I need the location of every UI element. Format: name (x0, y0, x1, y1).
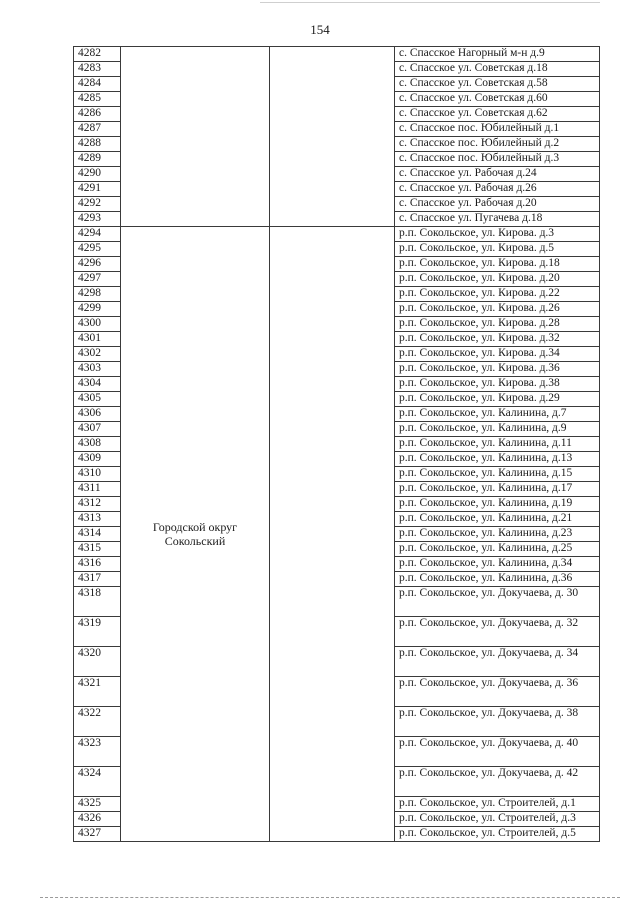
address-cell: р.п. Сокольское, ул. Кирова. д.28 (395, 317, 600, 332)
row-number: 4290 (74, 167, 121, 182)
address-cell: с. Спасское ул. Пугачева д.18 (395, 212, 600, 227)
address-cell: р.п. Сокольское, ул. Калинина, д.34 (395, 557, 600, 572)
address-cell: р.п. Сокольское, ул. Калинина, д.25 (395, 542, 600, 557)
address-cell: р.п. Сокольское, ул. Кирова. д.36 (395, 362, 600, 377)
address-cell: р.п. Сокольское, ул. Калинина, д.19 (395, 497, 600, 512)
row-number: 4304 (74, 377, 121, 392)
row-number: 4310 (74, 467, 121, 482)
row-number: 4321 (74, 677, 121, 707)
address-cell: р.п. Сокольское, ул. Кирова. д.29 (395, 392, 600, 407)
row-number: 4312 (74, 497, 121, 512)
row-number: 4286 (74, 107, 121, 122)
address-cell: р.п. Сокольское, ул. Докучаева, д. 38 (395, 707, 600, 737)
row-number: 4318 (74, 587, 121, 617)
address-cell: с. Спасское пос. Юбилейный д.1 (395, 122, 600, 137)
address-cell: р.п. Сокольское, ул. Докучаева, д. 40 (395, 737, 600, 767)
row-number: 4313 (74, 512, 121, 527)
row-number: 4307 (74, 422, 121, 437)
address-cell: р.п. Сокольское, ул. Калинина, д.36 (395, 572, 600, 587)
row-number: 4296 (74, 257, 121, 272)
address-cell: с. Спасское пос. Юбилейный д.2 (395, 137, 600, 152)
address-cell: р.п. Сокольское, ул. Кирова. д.3 (395, 227, 600, 242)
blank-column-cell (270, 227, 395, 842)
row-number: 4305 (74, 392, 121, 407)
district-cell: Городской округ Сокольский (121, 227, 270, 842)
row-number: 4289 (74, 152, 121, 167)
row-number: 4314 (74, 527, 121, 542)
page-number: 154 (310, 22, 330, 37)
row-number: 4320 (74, 647, 121, 677)
address-cell: р.п. Сокольское, ул. Строителей, д.3 (395, 812, 600, 827)
registry-body (74, 47, 600, 842)
address-cell: р.п. Сокольское, ул. Докучаева, д. 30 (395, 587, 600, 617)
address-cell: р.п. Сокольское, ул. Докучаева, д. 32 (395, 617, 600, 647)
address-cell: р.п. Сокольское, ул. Докучаева, д. 36 (395, 677, 600, 707)
address-cell: с. Спасское ул. Советская д.58 (395, 77, 600, 92)
row-number: 4283 (74, 62, 121, 77)
row-number: 4327 (74, 827, 121, 842)
address-cell: р.п. Сокольское, ул. Кирова. д.20 (395, 272, 600, 287)
address-cell: р.п. Сокольское, ул. Калинина, д.11 (395, 437, 600, 452)
address-cell: р.п. Сокольское, ул. Калинина, д.17 (395, 482, 600, 497)
row-number: 4292 (74, 197, 121, 212)
address-cell: р.п. Сокольское, ул. Кирова. д.26 (395, 302, 600, 317)
address-registry-table (73, 46, 600, 842)
row-number: 4315 (74, 542, 121, 557)
row-number: 4316 (74, 557, 121, 572)
address-cell: р.п. Сокольское, ул. Калинина, д.23 (395, 527, 600, 542)
address-cell: р.п. Сокольское, ул. Строителей, д.1 (395, 797, 600, 812)
row-number: 4297 (74, 272, 121, 287)
address-cell: р.п. Сокольское, ул. Кирова. д.5 (395, 242, 600, 257)
address-cell: с. Спасское пос. Юбилейный д.3 (395, 152, 600, 167)
row-number: 4282 (74, 47, 121, 62)
address-cell: р.п. Сокольское, ул. Кирова. д.34 (395, 347, 600, 362)
address-cell: р.п. Сокольское, ул. Калинина, д.9 (395, 422, 600, 437)
address-cell: р.п. Сокольское, ул. Калинина, д.7 (395, 407, 600, 422)
row-number: 4287 (74, 122, 121, 137)
address-cell: с. Спасское ул. Советская д.60 (395, 92, 600, 107)
blank-column-cell (270, 47, 395, 227)
row-number: 4309 (74, 452, 121, 467)
row-number: 4323 (74, 737, 121, 767)
row-number: 4295 (74, 242, 121, 257)
table-row (74, 47, 600, 62)
row-number: 4303 (74, 362, 121, 377)
row-number: 4301 (74, 332, 121, 347)
address-cell: р.п. Сокольское, ул. Кирова. д.18 (395, 257, 600, 272)
row-number: 4325 (74, 797, 121, 812)
district-cell (121, 47, 270, 227)
row-number: 4319 (74, 617, 121, 647)
address-cell: с. Спасское ул. Рабочая д.20 (395, 197, 600, 212)
top-rule (260, 2, 600, 3)
row-number: 4326 (74, 812, 121, 827)
address-cell: р.п. Сокольское, ул. Калинина, д.21 (395, 512, 600, 527)
address-cell: р.п. Сокольское, ул. Докучаева, д. 42 (395, 767, 600, 797)
row-number: 4306 (74, 407, 121, 422)
row-number: 4294 (74, 227, 121, 242)
row-number: 4308 (74, 437, 121, 452)
row-number: 4291 (74, 182, 121, 197)
address-cell: с. Спасское Нагорный м-н д.9 (395, 47, 600, 62)
address-cell: с. Спасское ул. Советская д.62 (395, 107, 600, 122)
row-number: 4293 (74, 212, 121, 227)
bottom-rule (40, 897, 620, 898)
row-number: 4288 (74, 137, 121, 152)
row-number: 4317 (74, 572, 121, 587)
address-cell: р.п. Сокольское, ул. Кирова. д.22 (395, 287, 600, 302)
row-number: 4322 (74, 707, 121, 737)
table-row (74, 227, 600, 242)
row-number: 4302 (74, 347, 121, 362)
address-cell: р.п. Сокольское, ул. Докучаева, д. 34 (395, 647, 600, 677)
address-cell: с. Спасское ул. Советская д.18 (395, 62, 600, 77)
address-cell: р.п. Сокольское, ул. Кирова. д.32 (395, 332, 600, 347)
row-number: 4311 (74, 482, 121, 497)
row-number: 4300 (74, 317, 121, 332)
address-cell: р.п. Сокольское, ул. Строителей, д.5 (395, 827, 600, 842)
row-number: 4299 (74, 302, 121, 317)
address-cell: р.п. Сокольское, ул. Калинина, д.15 (395, 467, 600, 482)
address-cell: р.п. Сокольское, ул. Калинина, д.13 (395, 452, 600, 467)
address-cell: с. Спасское ул. Рабочая д.24 (395, 167, 600, 182)
address-cell: с. Спасское ул. Рабочая д.26 (395, 182, 600, 197)
row-number: 4298 (74, 287, 121, 302)
address-cell: р.п. Сокольское, ул. Кирова. д.38 (395, 377, 600, 392)
row-number: 4284 (74, 77, 121, 92)
row-number: 4324 (74, 767, 121, 797)
row-number: 4285 (74, 92, 121, 107)
